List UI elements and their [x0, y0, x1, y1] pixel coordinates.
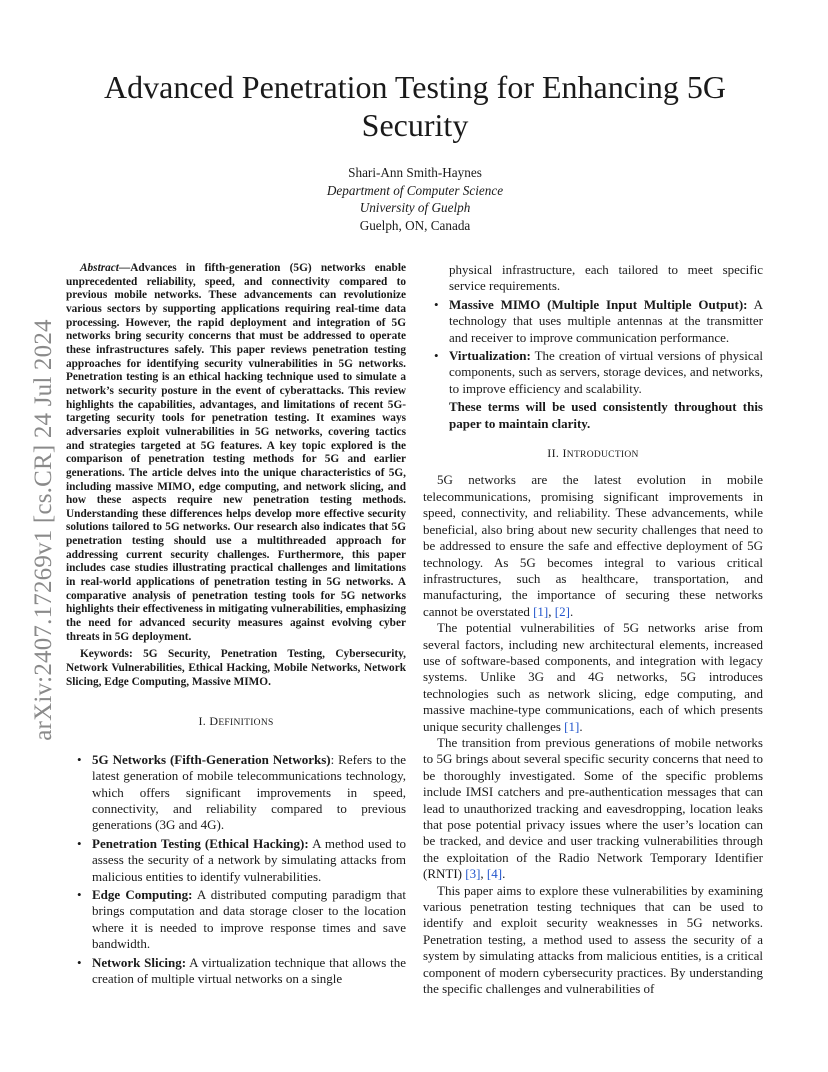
left-column [66, 262, 406, 989]
definition-item [423, 348, 763, 397]
definition-item [423, 297, 763, 346]
author-department: Department of Computer Science [326, 182, 504, 198]
section-heading-introduction [423, 445, 763, 463]
section-rest: EFINITIONS [218, 718, 274, 729]
definition-item [66, 836, 406, 885]
section-number: I. [198, 714, 210, 729]
citation-link[interactable]: [2] [554, 603, 570, 619]
definition-desc: A distributed computing paradigm that brings computation and data storage closer to the location where it is needed to improve response times and save bandwidth. [92, 887, 406, 952]
definitions-list-continued [423, 262, 763, 397]
definitions-list [66, 752, 406, 988]
author-block [160, 164, 670, 234]
definition-continuation: physical infrastructure, each tailored to meet specific service requirements. [449, 262, 763, 294]
definition-term: Network Slicing: [92, 954, 187, 970]
citation-link[interactable]: [4] [486, 866, 503, 882]
citation-link[interactable]: [1] [533, 603, 549, 619]
right-column [423, 262, 763, 997]
definition-desc: The creation of virtual versions of physical components, such as servers, storage devices, and networks, to improve efficiency and scalability. [449, 348, 763, 396]
paper-title: Advanced Penetration Testing for Enhancing 5G Security [104, 69, 726, 143]
keywords-text: 5G Security, Penetration Testing, Cybersecurity, Network Vulnerabilities, Ethical Hacking, Mobile Networks, Network Slicing, Edge Computing, Massive MIMO. [66, 648, 406, 688]
definition-term: 5G Networks (Fifth-Generation Networks) [92, 751, 331, 767]
definitions-note: These terms will be used consistently throughout this paper to maintain clarity. [449, 399, 763, 431]
abstract-text: —Advances in fifth-generation (5G) networks enable unprecedented reliability, speed, and connectivity compared to previous mobile networks. These advancements can revolutionize various sectors by supporting applications requiring real-time data processing. However, the rapid deployment and integration of 5G networks bring security concerns that must be addressed to operate these infrastructures safely. This paper reviews penetration testing approaches for identifying security vulnerabilities in 5G networks. Penetration testing is an ethical hacking technique used to simulate a network’s security posture in the event of cyberattacks. This review highlights the capabilities, advantages, and limitations of recent 5G-targeting security tools for penetration testing. It examines ways adversaries exploit vulnerabilities in 5G networks, covering tactics and strategies targeted at 5G features. A key topic explored is the comparison of penetration testing methods for 5G and earlier generations. The article delves into the unique characteristics of 5G, including massive MIMO, edge computing, and network slicing, and how these aspects require new penetration testing methods. Understanding these differences helps develop more effective security solutions tailored to 5G networks. Our research also indicates that 5G penetration testing should use a multithreaded approach for addressing current security challenges. Furthermore, this paper includes case studies illustrating practical challenges and limitations in real-world applications of penetration testing in 5G networks. A comparative analysis of penetration testing tools for 5G networks highlights their effectiveness in mitigating vulnerabilities, emphasizing the need for advanced security measures against evolving cyber threats in 5G deployment. [66, 262, 406, 643]
definition-term: Virtualization: [449, 348, 531, 364]
keywords [66, 648, 406, 689]
citation-link[interactable]: [3] [465, 866, 481, 882]
definition-desc: A method used to assess the security of a network by simulating attacks from malicious entities to identify vulnerabilities. [92, 835, 407, 884]
author-location: Guelph, ON, Canada [359, 217, 471, 233]
intro-paragraph [423, 883, 763, 998]
section-initial: I [562, 446, 567, 461]
definition-desc: A technology that uses multiple antennas at the transmitter and receiver to improve communication performance. [449, 296, 764, 345]
citation-separator: , [548, 603, 555, 619]
definition-item [66, 752, 406, 834]
section-number: II. [547, 446, 563, 461]
citation-link[interactable]: [1] [564, 718, 580, 734]
intro-paragraph [423, 735, 763, 883]
abstract-lead: Abstract [80, 262, 119, 274]
arxiv-stamp [24, 295, 64, 765]
author-name: Shari-Ann Smith-Haynes [348, 165, 482, 180]
definition-desc: A virtualization technique that allows the creation of multiple virtual networks on a single [92, 954, 406, 987]
paragraph-text: The transition from previous generations of mobile networks to 5G brings about several specific security concerns that need to be thoroughly investigated. Some of the specific problems include IMSI catchers and pre-authentication messages that can lead to unauthorized tracking and eavesdropping, location leaks that pose potential privacy issues where the user’s location can be tracked, and device and user tracking vulnerabilities through the exploitation of the Radio Network Temporary Identifier (RNTI) [423, 734, 763, 882]
intro-paragraph [423, 620, 763, 735]
definition-desc: : Refers to the latest generation of mobile telecommunications technology, which offers significant improvements in speed, connectivity, and reliability compared to previous generations (3G and 4G). [92, 751, 406, 833]
paragraph-text: The potential vulnerabilities of 5G networks arise from several factors, including new architectural elements, increased use of software-based components, and integration with legacy systems. Unlike 3G and 4G networks, 5G introduces technologies such as network slicing, edge computing, and massive machine-type communications, each of which presents unique security challenges [423, 620, 763, 734]
arxiv-identifier: arXiv:2407.17269v1 [cs.CR] 24 Jul 2024 [30, 319, 57, 741]
paragraph-end: . [502, 866, 506, 882]
section-heading-definitions [66, 713, 406, 731]
section-initial: D [209, 714, 219, 729]
definition-term: Penetration Testing (Ethical Hacking): [92, 835, 309, 851]
abstract [66, 262, 406, 644]
citation-separator: , [480, 866, 487, 882]
paragraph-text: 5G networks are the latest evolution in mobile telecommunications, promising significant improvements in speed, connectivity, and reliability. These advancements, while beneficial, also bring about new security challenges that need to be addressed to ensure the safe and effective deployment of 5G technology. As 5G becomes integral to various critical infrastructures, such as healthcare, transportation, and manufacturing, the importance of securing these networks cannot be overstated [423, 472, 763, 619]
author-university: University of Guelph [359, 200, 471, 215]
definition-item [66, 955, 406, 988]
definition-term: Edge Computing: [92, 887, 193, 902]
intro-paragraph [423, 472, 763, 620]
paragraph-end: . [569, 603, 574, 619]
definition-term: Massive MIMO (Multiple Input Multiple Output): [449, 296, 748, 312]
section-rest: NTRODUCTION [566, 450, 639, 461]
keywords-label: Keywords: [80, 648, 133, 661]
definition-item [66, 887, 406, 953]
paragraph-end: . [579, 718, 583, 734]
paragraph-text: This paper aims to explore these vulnerabilities by examining various penetration testing techniques that can be used to identify and exploit security weaknesses in 5G networks. Penetration testing, a method used to assess the security of a system by simulating attacks from malicious entities, is a critical component of modern cybersecurity practices. By understanding the specific challenges and vulnerabilities of [423, 882, 763, 997]
